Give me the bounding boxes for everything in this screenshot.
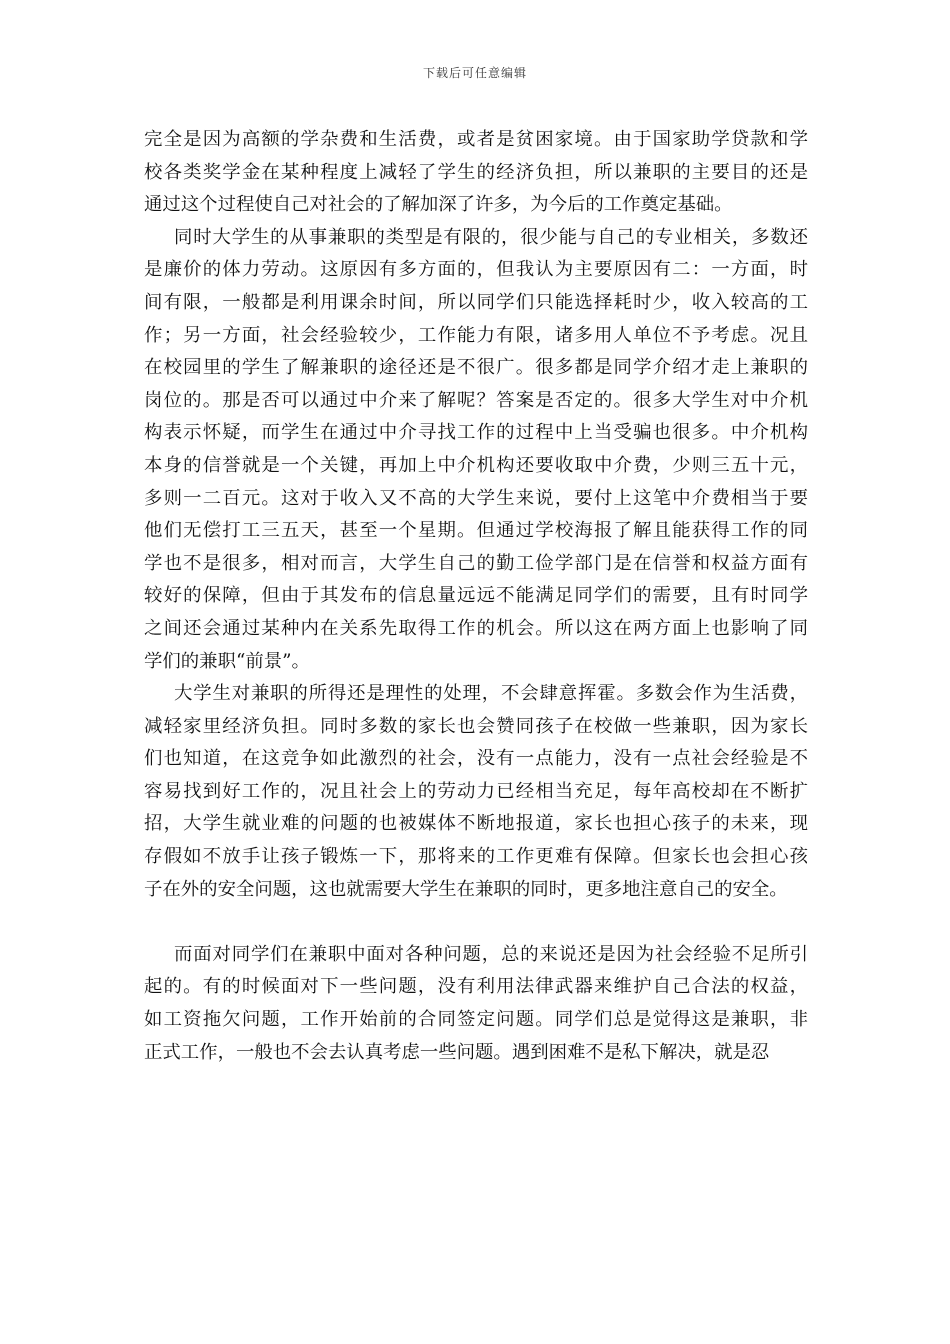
text-line: 通过这个过程使自己对社会的了解加深了许多，为今后的工作奠定基础。 xyxy=(144,194,733,216)
text-line: 容易找到好工作的，况且社会上的劳动力已经相当充足，每年高校却在不断扩 xyxy=(144,780,808,802)
text-line: 而面对同学们在兼职中面对各种问题，总的来说还是因为社会经验不足所引 xyxy=(174,943,808,965)
text-line: 子在外的安全问题，这也就需要大学生在兼职的同时，更多地注意自己的安全。 xyxy=(144,878,788,900)
text-line: 是廉价的体力劳动。这原因有多方面的，但我认为主要原因有二：一方面，时 xyxy=(144,259,808,281)
text-line: 在校园里的学生了解兼职的途径还是不很广。很多都是同学介绍才走上兼职的 xyxy=(144,357,808,379)
paragraph-spacer xyxy=(144,906,808,939)
text-line: 构表示怀疑，而学生在通过中介寻找工作的过程中上当受骗也很多。中介机构 xyxy=(144,422,808,444)
text-line: 间有限，一般都是利用课余时间，所以同学们只能选择耗时少，收入较高的工 xyxy=(144,291,808,313)
text-line: 校各类奖学金在某种程度上减轻了学生的经济负担，所以兼职的主要目的还是 xyxy=(144,161,808,183)
text-line: 学也不是很多，相对而言，大学生自己的勤工俭学部门是在信誉和权益方面有 xyxy=(144,552,808,574)
page-header: 下载后可任意编辑 xyxy=(422,66,527,80)
text-line: 招，大学生就业难的问题的也被媒体不断地报道，家长也担心孩子的未来，现 xyxy=(144,813,808,835)
text-line: 岗位的。那是否可以通过中介来了解呢？答案是否定的。很多大学生对中介机 xyxy=(144,389,808,411)
text-line: 们也知道，在这竞争如此激烈的社会，没有一点能力，没有一点社会经验是不 xyxy=(144,748,808,770)
text-line: 作；另一方面，社会经验较少，工作能力有限，诸多用人单位不予考虑。况且 xyxy=(144,324,808,346)
text-line: 大学生对兼职的所得还是理性的处理，不会肆意挥霍。多数会作为生活费， xyxy=(174,683,808,705)
text-line: 完全是因为高额的学杂费和生活费，或者是贫困家境。由于国家助学贷款和学 xyxy=(144,129,808,150)
paragraph xyxy=(144,124,808,222)
text-line: 学们的兼职“前景”。 xyxy=(144,650,310,672)
text-line: 他们无偿打工三五天，甚至一个星期。但通过学校海报了解且能获得工作的同 xyxy=(144,520,808,542)
document-body xyxy=(144,124,808,1069)
paragraph xyxy=(144,678,808,906)
text-line: 本身的信誉就是一个关键，再加上中介机构还要收取中介费，少则三五十元， xyxy=(144,454,808,476)
text-line: 同时大学生的从事兼职的类型是有限的，很少能与自己的专业相关，多数还 xyxy=(174,226,808,248)
text-line: 较好的保障，但由于其发布的信息量远远不能满足同学们的需要，且有时同学 xyxy=(144,585,808,607)
text-line: 起的。有的时候面对下一些问题，没有利用法律武器来维护自己合法的权益， xyxy=(144,976,808,998)
text-line: 多则一二百元。这对于收入又不高的大学生来说，要付上这笔中介费相当于要 xyxy=(144,487,808,509)
text-line: 之间还会通过某种内在关系先取得工作的机会。所以这在两方面上也影响了同 xyxy=(144,617,808,639)
paragraph xyxy=(144,222,808,678)
text-line: 减轻家里经济负担。同时多数的家长也会赞同孩子在校做一些兼职，因为家长 xyxy=(144,715,808,737)
text-line: 存假如不放手让孩子锻炼一下，那将来的工作更难有保障。但家长也会担心孩 xyxy=(144,846,808,868)
text-line: 正式工作，一般也不会去认真考虑一些问题。遇到困难不是私下解决，就是忍 xyxy=(144,1041,770,1063)
text-line: 如工资拖欠问题，工作开始前的合同签定问题。同学们总是觉得这是兼职，非 xyxy=(144,1009,808,1031)
paragraph xyxy=(144,939,808,1069)
